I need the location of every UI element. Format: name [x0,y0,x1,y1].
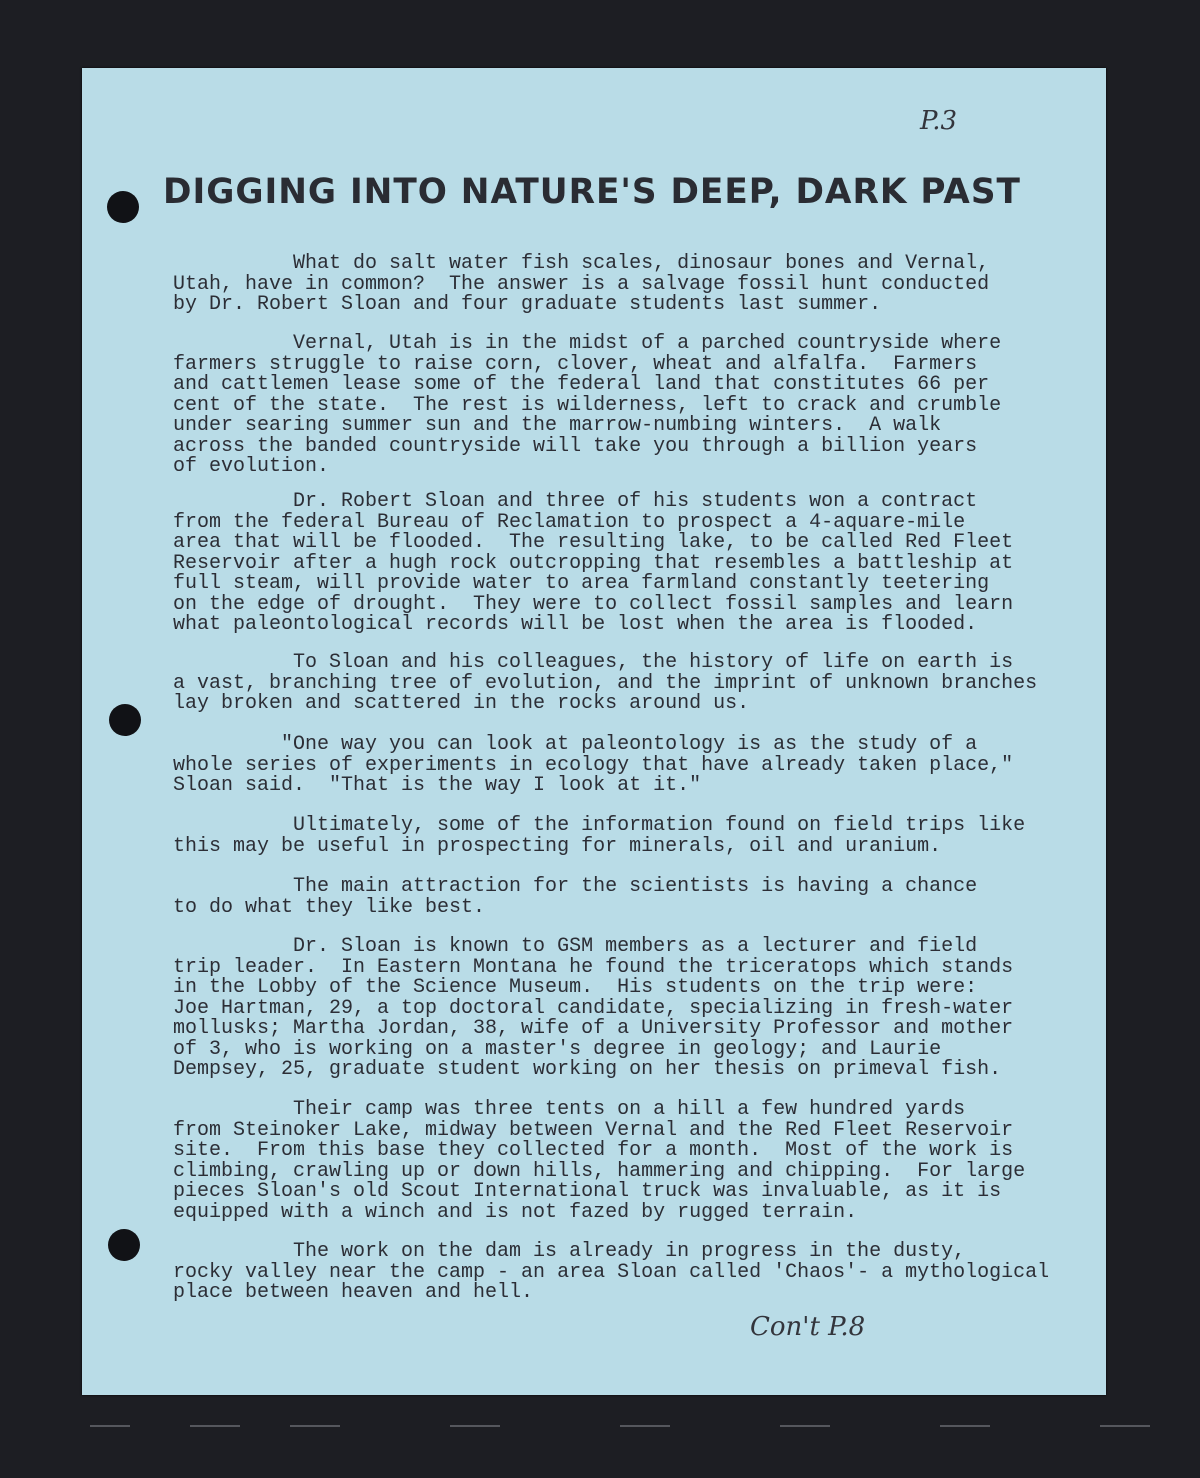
text-line: in the Lobby of the Science Museum. His students on the trip were: [173,976,978,999]
text-line: Sloan said. "That is the way I look at it." [173,774,702,797]
text-line: by Dr. Robert Sloan and four graduate students last summer. [173,293,882,316]
continuation-note: Con't P.8 [750,1312,866,1342]
divider [290,1425,340,1427]
text-line: on the edge of drought. They were to collect fossil samples and learn [173,592,1014,616]
text-line: trip leader. In Eastern Montana he found the triceratops which stands [173,955,1014,979]
text-line: whole series of experiments in ecology that have already taken place," [173,753,1014,777]
text-line: The main attraction for the scientists is having a chance [173,875,978,898]
text-line: Dr. Robert Sloan and three of his students won a contract [173,490,978,513]
text-line: Ultimately, some of the information found on field trips like [173,814,1026,837]
divider [90,1425,130,1427]
text-line: Dempsey, 25, graduate student working on her thesis on primeval fish. [173,1058,1002,1081]
paragraph [173,1100,1025,1223]
divider [450,1425,500,1427]
paragraph [173,937,1013,1081]
paragraph [173,492,1013,636]
divider [780,1425,830,1427]
text-line: mollusks; Martha Jordan, 38, wife of a University Professor and mother [173,1017,1014,1040]
text-line: of 3, who is working on a master's degree in geology; and Laurie [173,1037,942,1061]
text-line: what paleontological records will be lost when the area is flooded. [173,613,978,636]
text-line: farmers struggle to raise corn, clover, wheat and alfalfa. Farmers [173,352,978,376]
paragraph [173,653,1037,715]
article-title: DIGGING INTO NATURE'S DEEP, DARK PAST [163,172,1021,212]
text-line: What do salt water fish scales, dinosaur bones and Vernal, [173,252,990,275]
text-line: pieces Sloan's old Scout International truck was invaluable, as it is [173,1180,1002,1203]
text-line: To Sloan and his colleagues, the history of life on earth is [173,651,1014,674]
text-line: this may be useful in prospecting for minerals, oil and uranium. [173,834,942,858]
text-line: "One way you can look at paleontology is as the study of a [173,733,978,756]
text-line: under searing summer sun and the marrow-numbing winters. A walk [173,414,942,437]
punch-hole [107,191,139,223]
text-line: lay broken and scattered in the rocks around us. [173,692,750,715]
text-line: Joe Hartman, 29, a top doctoral candidate, specializing in fresh-water [173,996,1014,1020]
divider [190,1425,240,1427]
paragraph [173,334,1001,478]
punch-hole [108,1229,140,1261]
paragraph [173,735,1013,797]
text-line: equipped with a winch and is not fazed by rugged terrain. [173,1200,858,1224]
text-line: area that will be flooded. The resulting lake, to be called Red Fleet [173,531,1014,554]
text-line: Reservoir after a hugh rock outcropping that resembles a battleship at [173,551,1014,575]
text-line: and cattlemen lease some of the federal land that constitutes 66 per [173,373,990,396]
text-line: Dr. Sloan is known to GSM members as a lecturer and field [173,935,978,958]
text-line: cent of the state. The rest is wilderness, left to crack and crumble [173,393,1002,417]
text-line: Their camp was three tents on a hill a few hundred yards [173,1098,966,1121]
text-line: The work on the dam is already in progress in the dusty, [173,1240,966,1263]
text-line: full steam, will provide water to area farmland constantly teetering [173,572,990,595]
divider [620,1425,670,1427]
text-line: to do what they like best. [173,895,486,919]
divider [940,1425,990,1427]
paragraph [173,877,977,918]
paragraph [173,1242,1049,1304]
text-line: a vast, branching tree of evolution, and the imprint of unknown branches [173,671,1038,695]
text-line: of evolution. [173,455,330,478]
punch-hole [109,704,141,736]
page-number: P.3 [920,106,958,136]
text-line: from the federal Bureau of Reclamation to prospect a 4-aquare-mile [173,510,966,534]
text-line: place between heaven and hell. [173,1281,534,1304]
text-line: from Steinoker Lake, midway between Vernal and the Red Fleet Reservoir [173,1118,1014,1142]
text-line: Vernal, Utah is in the midst of a parched countryside where [173,332,1002,355]
divider [1100,1425,1150,1427]
text-line: across the banded countryside will take you through a billion years [173,434,978,458]
paragraph [173,816,1025,857]
text-line: site. From this base they collected for a month. Most of the work is [173,1139,1014,1162]
text-line: rocky valley near the camp - an area Sloan called 'Chaos'- a mythological [173,1260,1050,1284]
text-line: Utah, have in common? The answer is a salvage fossil hunt conducted [173,272,990,296]
text-line: climbing, crawling up or down hills, hammering and chipping. For large [173,1159,1026,1183]
paragraph [173,254,989,316]
